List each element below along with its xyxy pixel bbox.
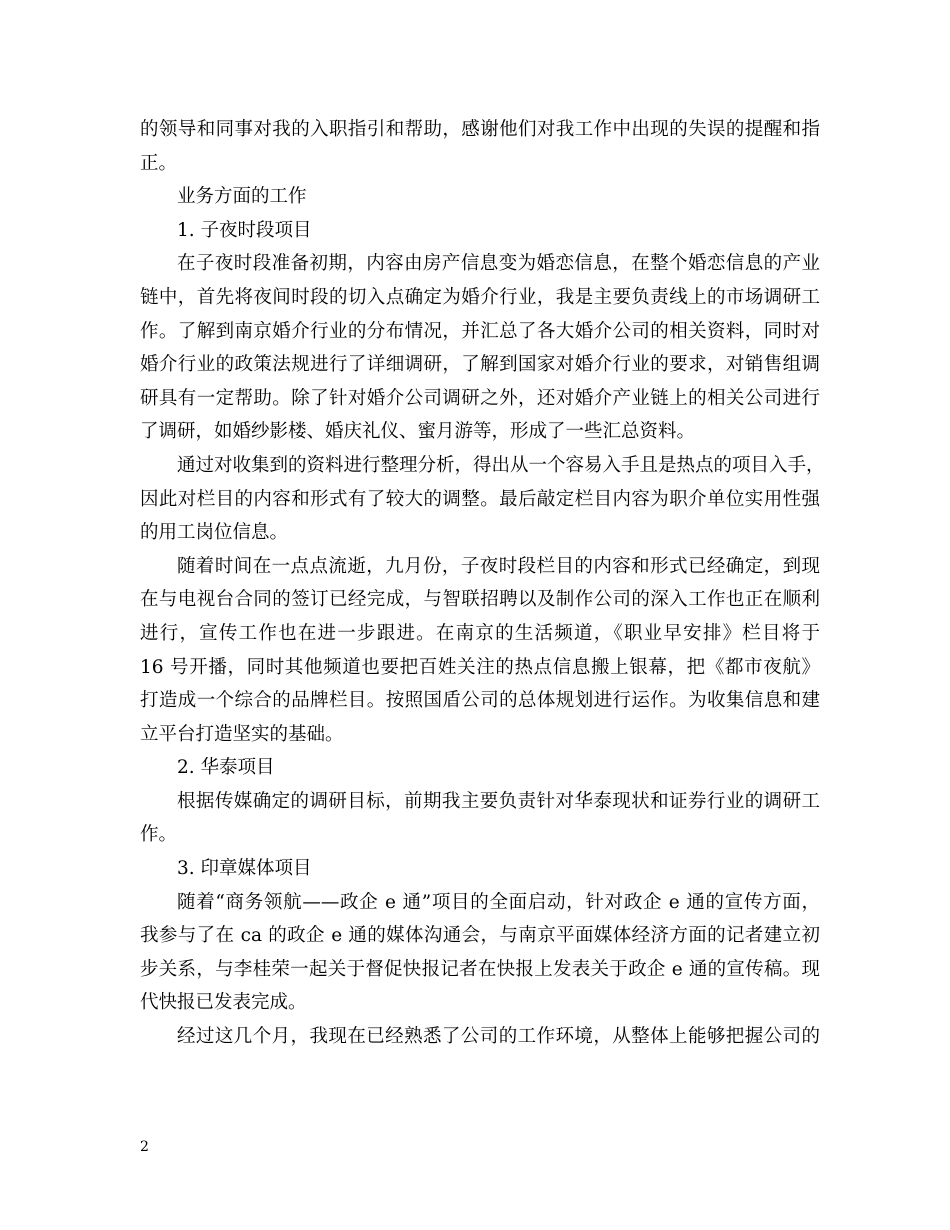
text-line: 了调研，如婚纱影楼、婚庆礼仪、蜜月游等，形成了一些汇总资料。 xyxy=(140,421,696,443)
text-line: 3. 印章媒体项目 xyxy=(177,858,312,880)
text-line: 1. 子夜时段项目 xyxy=(177,219,312,241)
text-line: 的领导和同事对我的入职指引和帮助，感谢他们对我工作中出现的失误的提醒和指 xyxy=(140,119,820,140)
text-line: 我参与了在 ca 的政企 e 通的媒体沟通会，与南京平面媒体经济方面的记者建立初 xyxy=(140,925,820,947)
text-line: 步关系，与李桂荣一起关于督促快报记者在快报上发表关于政企 e 通的宣传稿。现 xyxy=(140,958,820,980)
text-line: 业务方面的工作 xyxy=(177,186,307,208)
text-line: 研具有一定帮助。除了针对婚介公司调研之外，还对婚介产业链上的相关公司进行 xyxy=(140,387,820,409)
document-body xyxy=(140,113,825,1054)
text-line: 16 号开播，同时其他频道也要把百姓关注的热点信息搬上银幕，把《都市夜航》 xyxy=(140,656,820,678)
text-line: 随着时间在一点点流逝，九月份，子夜时段栏目的内容和形式已经确定，到现 xyxy=(177,555,820,577)
text-line: 作。了解到南京婚介行业的分布情况，并汇总了各大婚介公司的相关资料，同时对 xyxy=(140,320,820,342)
text-line: 婚介行业的政策法规进行了详细调研，了解到国家对婚介行业的要求，对销售组调 xyxy=(140,354,820,376)
text-line: 进行，宣传工作也在进一步跟进。在南京的生活频道，《职业早安排》栏目将于 xyxy=(140,622,820,644)
text-line: 根据传媒确定的调研目标，前期我主要负责针对华泰现状和证券行业的调研工 xyxy=(177,790,820,812)
text-line: 作。 xyxy=(140,824,178,846)
text-line: 的用工岗位信息。 xyxy=(140,522,289,544)
text-line: 在与电视台合同的签订已经完成，与智联招聘以及制作公司的深入工作也正在顺利 xyxy=(140,589,820,611)
text-line: 链中，首先将夜间时段的切入点确定为婚介行业，我是主要负责线上的市场调研工 xyxy=(140,286,820,308)
text-line: 随着“商务领航——政企 e 通”项目的全面启动，针对政企 e 通的宣传方面， xyxy=(177,891,820,913)
text-line: 在子夜时段准备初期，内容由房产信息变为婚恋信息，在整个婚恋信息的产业 xyxy=(177,253,820,275)
text-line: 因此对栏目的内容和形式有了较大的调整。最后敲定栏目内容为职介单位实用性强 xyxy=(140,488,820,510)
text-line: 代快报已发表完成。 xyxy=(140,992,307,1014)
text-line: 通过对收集到的资料进行整理分析，得出从一个容易入手且是热点的项目入手， xyxy=(177,454,825,476)
text-line: 打造成一个综合的品牌栏目。按照国盾公司的总体规划进行运作。为收集信息和建 xyxy=(140,690,820,712)
page-number: 2 xyxy=(140,1139,149,1155)
text-line: 经过这几个月，我现在已经熟悉了公司的工作环境，从整体上能够把握公司的 xyxy=(177,1026,820,1048)
text-line: 正。 xyxy=(140,152,178,174)
text-line: 立平台打造坚实的基础。 xyxy=(140,723,344,745)
text-line: 2. 华泰项目 xyxy=(177,757,275,779)
